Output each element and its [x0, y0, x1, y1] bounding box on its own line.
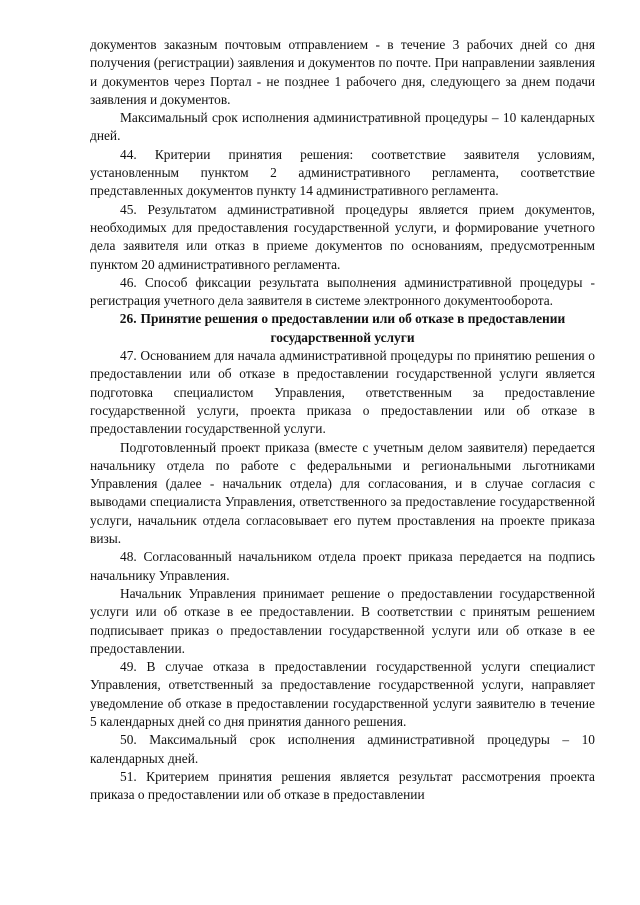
paragraph-50: 50. Максимальный срок исполнения административной процедуры – 10 календарных дней. [90, 732, 595, 766]
document-page [90, 36, 595, 804]
paragraph-47: 47. Основанием для начала административной процедуры по принятию решения о предоставлении или об отказе в предоставлении государственной услуги является подготовка специалистом Управления, ответственным за предоставление государственной услуги, проекта приказа о предоставлении или об отказе в предоставлении государственной услуги. [90, 348, 595, 437]
paragraph-49: 49. В случае отказа в предоставлении государственной услуги специалист Управления, ответственный за предоставление государственной услуги, направляет уведомление об отказе в предоставлении государственной услуги заявителю в течение 5 календарных дней со дня принятия данного решения. [90, 659, 595, 729]
paragraph-51: 51. Критерием принятия решения является результат рассмотрения проекта приказа о предоставлении или об отказе в предоставлении [90, 768, 595, 803]
paragraph-max-term: Максимальный срок исполнения административной процедуры – 10 календарных дней. [90, 110, 595, 144]
paragraph-48: 48. Согласованный начальником отдела проект приказа передается на подпись начальнику Управления. [90, 549, 595, 583]
paragraph-head-decision: Начальник Управления принимает решение о предоставлении государственной услуги или об отказе в ее предоставлении. В соответствии с принятым решением подписывает приказ о предоставлении государственной услуги или об отказе в ее предоставлении. [90, 585, 595, 656]
section-number: 26. [119, 311, 137, 327]
paragraph-45: 45. Результатом административной процедуры является прием документов, необходимых для предоставления государственной услуги, и формирование учетного дела заявителя или отказ в приеме документов по основаниям, предусмотренным пунктом 20 административного регламента. [90, 201, 595, 272]
section-title: Принятие решения о предоставлении или об отказе в предоставлении государственной услуги [140, 311, 566, 345]
section-heading [90, 310, 595, 347]
paragraph-44: 44. Критерии принятия решения: соответствие заявителя условиям, установленным пунктом 2 административного регламента, соответствие представленных документов пункту 14 административного регламента. [90, 146, 595, 199]
paragraph-continuation: документов заказным почтовым отправлением - в течение 3 рабочих дней со дня получения (регистрации) заявления и документов по почте. При направлении заявления и документов через Портал - не позднее 1 рабочего дня, следующего за днем подачи заявления и документов. [90, 37, 595, 107]
paragraph-draft-order: Подготовленный проект приказа (вместе с учетным делом заявителя) передается начальнику отдела по работе с федеральными и региональными льготниками Управления (далее - начальник отдела) для согласования, и в случае согласия с выводами специалиста Управления, ответственного за предоставление государственной услуги, начальник отдела согласовывает его путем проставления на проекте приказа визы. [90, 439, 595, 547]
paragraph-46: 46. Способ фиксации результата выполнения административной процедуры - регистрация учетного дела заявителя в системе электронного документооборота. [90, 274, 595, 309]
